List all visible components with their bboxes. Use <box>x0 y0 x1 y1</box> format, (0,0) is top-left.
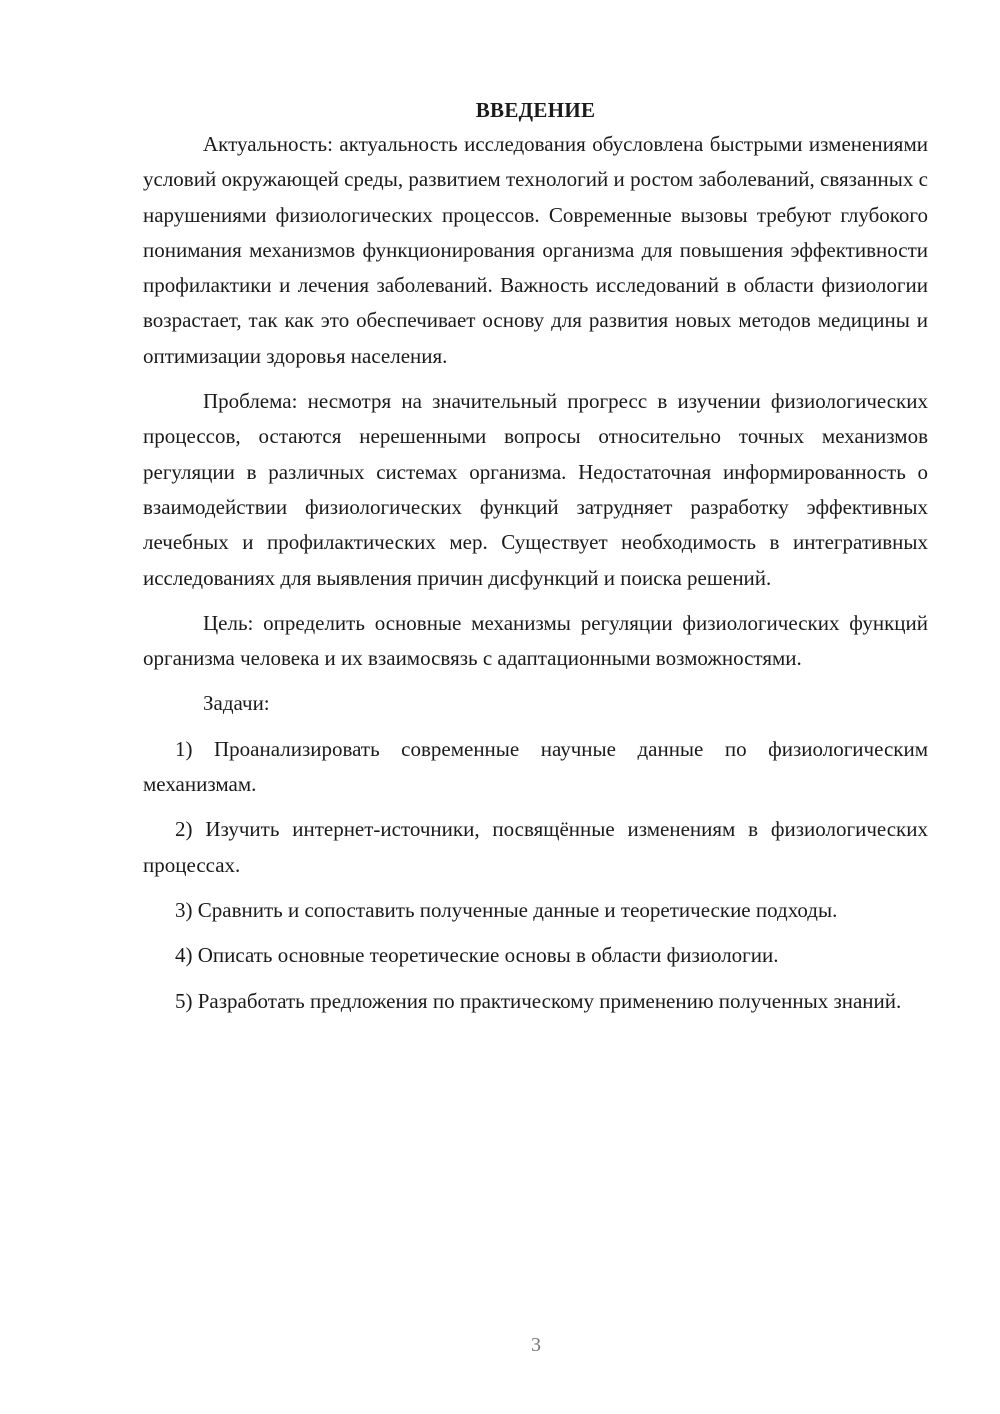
paragraph-problem: Проблема: несмотря на значительный прогресс в изучении физиологических процессов, остаются нерешенными вопросы относительно точных механизмов регуляции в различных системах организма. Недостаточная информированность о взаимодействии физиологических функций затрудняет разработку эффективных лечебных и профилактических мер. Существует необходимость в интегративных исследованиях для выявления причин дисфункций и поиска решений. <box>143 389 928 590</box>
tasks-heading: Задачи: <box>203 691 270 716</box>
task-item: 5) Разработать предложения по практическому применению полученных знаний. <box>175 988 902 1013</box>
paragraph-relevance: Актуальность: актуальность исследования обусловлена быстрыми изменениями условий окружающей среды, развитием технологий и ростом заболеваний, связанных с нарушениями физиологических процессов. Современные вызовы требуют глубокого понимания механизмов функционирования организма для повышения эффективности профилактики и лечения заболеваний. Важность исследований в области физиологии возрастает, так как это обеспечивает основу для развития новых методов медицины и оптимизации здоровья населения. <box>143 132 928 368</box>
page-number: 3 <box>531 1334 541 1356</box>
page-title: ВВЕДЕНИЕ <box>475 98 596 122</box>
task-item: 4) Описать основные теоретические основы в области физиологии. <box>175 943 779 968</box>
task-item: 2) Изучить интернет-источники, посвящённые изменениям в физиологических процессах. <box>143 817 928 877</box>
task-item: 1) Проанализировать современные научные данные по физиологическим механизмам. <box>143 736 928 797</box>
task-item: 3) Сравнить и сопоставить полученные данные и теоретические подходы. <box>175 897 838 922</box>
paragraph-goal: Цель: определить основные механизмы регуляции физиологических функций организма человека и их взаимосвязь с адаптационными возможностями. <box>143 610 928 671</box>
document-page <box>143 95 928 1029</box>
